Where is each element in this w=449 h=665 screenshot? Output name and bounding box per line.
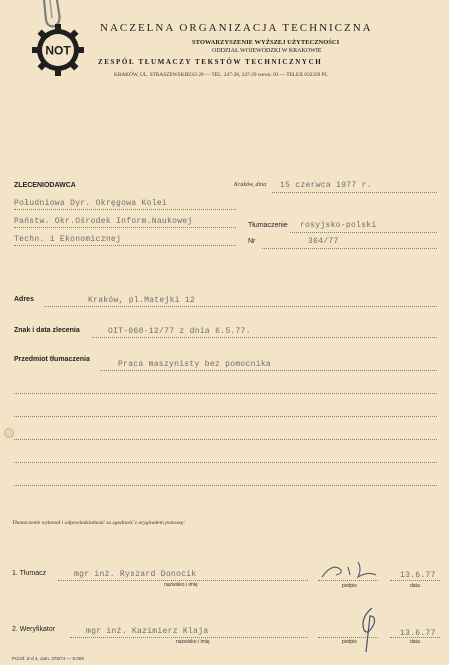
logo-text: NOT — [45, 43, 71, 58]
verifier-signature-icon — [352, 606, 382, 656]
org-name: NACZELNA ORGANIZACJA TECHNICZNA — [100, 22, 373, 34]
not-logo-gear-icon — [30, 22, 86, 78]
translator-value: mgr inż. Ryszard Donocik — [74, 570, 197, 579]
number-label: Nr — [248, 238, 256, 245]
order-label: Znak i data zlecenia — [14, 327, 80, 334]
client-label: ZLECENIODAWCA — [14, 182, 76, 189]
verifier-value: mgr inż. Kazimierz Klaja — [86, 627, 209, 636]
translation-value: rosyjsko-polski — [300, 221, 377, 230]
client-line-2: Państw. Okr.Ośrodek Inform.Naukowej — [14, 217, 193, 226]
team-name: ZESPÓŁ TŁUMACZY TEKSTÓW TECHNICZNYCH — [98, 58, 323, 66]
caption-signature-1: podpis — [342, 583, 357, 589]
place-date-label: Kraków, dnia — [234, 182, 267, 188]
client-line-1: Południowa Dyr. Okręgowa Kolei — [14, 199, 168, 208]
subject-label: Przedmiot tłumaczenia — [14, 356, 90, 363]
punch-hole — [4, 428, 14, 438]
caption-date-1: data — [410, 583, 420, 589]
address-value: Kraków, pl.Matejki 12 — [88, 296, 196, 305]
certification-text: Tłumaczenie wykonał i odpowiedzialność za zgodność z oryginałem ponoszę: — [12, 520, 186, 526]
caption-name-2: nazwisko i imię — [176, 639, 210, 645]
verifier-label: 2. Weryfikator — [12, 626, 56, 633]
translator-signature-icon — [318, 559, 378, 581]
order-value: OIT-060-12/77 z dnia 6.5.77. — [108, 327, 251, 336]
footer-print: Pol.Sf. Z-d 4, zam. 378/74 — 5.000 — [12, 656, 85, 661]
date-value: 15 czerwca 1977 r. — [280, 181, 372, 190]
header-address: KRAKÓW, UL. STRASZEWSKIEGO 28 — TEL. 247-28, 247-29 wewn. 03 — TELEX 032339 PL — [114, 72, 328, 78]
translation-label: Tłumaczenie — [248, 222, 288, 229]
translator-label: 1. Tłumacz — [12, 570, 47, 577]
caption-signature-2: podpis — [342, 639, 357, 645]
number-value: 364/77 — [308, 237, 339, 246]
association-name: STOWARZYSZENIE WYŻSZEJ UŻYTECZNOŚCI — [192, 39, 340, 46]
caption-name-1: nazwisko i imię — [164, 582, 198, 588]
branch-name: ODDZIAŁ WOJEWÓDZKI W KRAKOWIE — [212, 48, 322, 54]
subject-value: Praca maszynisty bez pomocnika — [118, 360, 272, 369]
verifier-date: 13.6.77 — [400, 629, 436, 638]
address-label: Adres — [14, 296, 34, 303]
translator-date: 13.6.77 — [400, 571, 436, 580]
client-line-3: Techn. i Ekonomicznej — [14, 235, 122, 244]
caption-date-2: data — [410, 639, 420, 645]
